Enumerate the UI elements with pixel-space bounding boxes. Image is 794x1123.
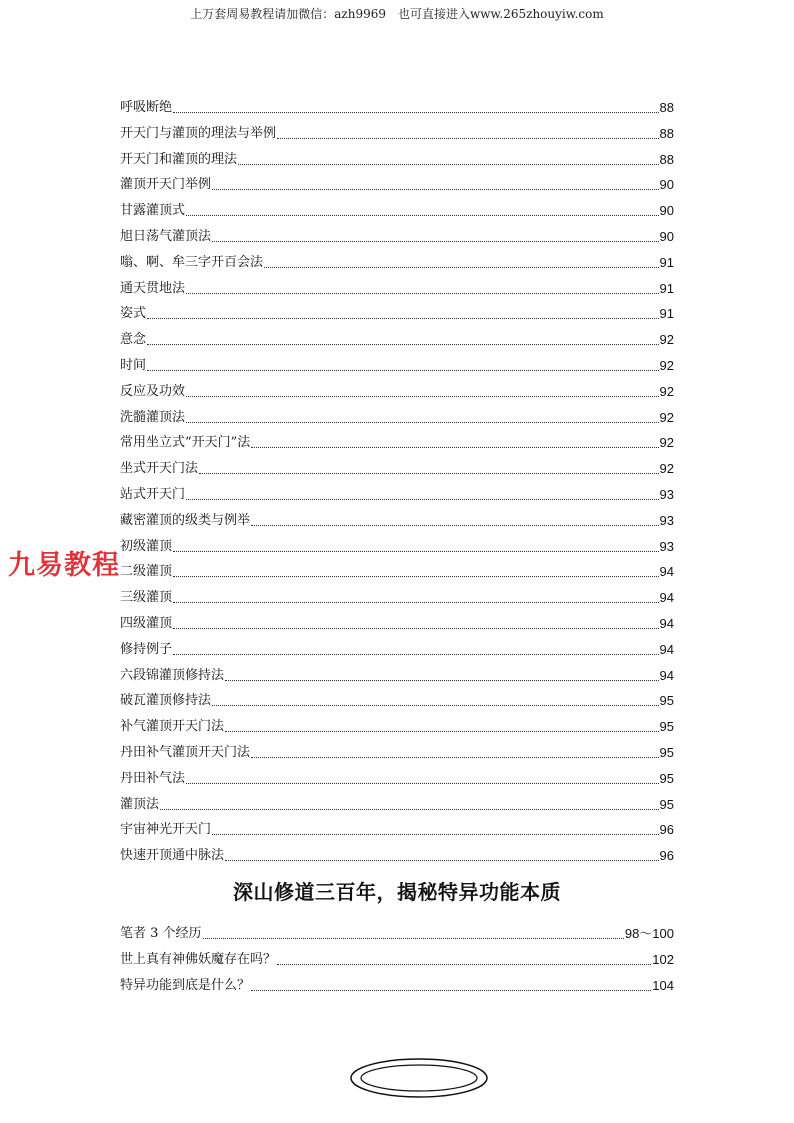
toc-entry xyxy=(120,560,674,580)
toc-leader-dots xyxy=(212,189,659,190)
toc-leader-dots xyxy=(225,860,659,861)
toc-leader-dots xyxy=(199,473,659,474)
toc-leader-dots xyxy=(251,990,651,991)
toc-entry xyxy=(120,612,674,632)
toc-leader-dots xyxy=(225,680,659,681)
toc-entry-title: 开天门与灌顶的理法与举例 xyxy=(120,125,277,141)
toc-leader-dots xyxy=(186,396,659,397)
toc-leader-dots xyxy=(212,241,659,242)
toc-leader-dots xyxy=(212,705,659,706)
toc-entry-title: 四级灌顶 xyxy=(120,616,173,631)
toc-entry xyxy=(120,483,674,503)
toc-entry xyxy=(120,431,674,451)
toc-entry-page: 91 xyxy=(659,306,674,322)
page-header: 上万套周易教程请加微信：azh9969 也可直接进入www.265zhouyiw.com xyxy=(190,7,604,21)
footer-ornament-icon xyxy=(349,1057,489,1099)
toc-entry xyxy=(120,148,674,168)
toc-entry-page: 90 xyxy=(659,203,674,219)
toc-leader-dots xyxy=(238,164,659,165)
toc-leader-dots xyxy=(173,654,659,655)
toc-leader-dots xyxy=(264,267,659,268)
watermark-text: 九易教程 xyxy=(8,543,120,582)
toc-entry xyxy=(120,199,674,219)
toc-leader-dots xyxy=(251,447,658,448)
toc-entry xyxy=(120,173,674,193)
toc-entry xyxy=(120,380,674,400)
toc-leader-dots xyxy=(173,576,659,577)
toc-entry xyxy=(120,535,674,555)
toc-entry-page: 94 xyxy=(659,590,674,606)
toc-entry-title: 六段锦灌顶修持法 xyxy=(120,667,225,683)
toc-entry xyxy=(120,818,674,838)
toc-leader-dots xyxy=(186,783,659,784)
toc-entry-title: 三级灌顶 xyxy=(120,590,173,606)
toc-entry-title: 丹田补气灌顶开天门法 xyxy=(120,745,251,760)
toc-entry-page: 92 xyxy=(659,461,674,477)
toc-entry-page: 94 xyxy=(659,667,674,683)
toc-leader-dots xyxy=(251,757,659,758)
toc-entry xyxy=(120,974,674,994)
toc-entry-title: 旭日荡气灌顶法 xyxy=(120,229,212,244)
toc-leader-dots xyxy=(147,318,659,319)
toc-entry xyxy=(120,922,674,942)
toc-entry-page: 95 xyxy=(659,770,674,786)
toc-entry-title: 洗髓灌顶法 xyxy=(120,409,186,425)
toc-leader-dots xyxy=(173,628,659,629)
toc-entry-page: 104 xyxy=(652,978,674,993)
toc-entry xyxy=(120,96,674,116)
toc-entry xyxy=(120,225,674,245)
toc-entry-page: 95 xyxy=(659,745,674,760)
toc-entry-title: 灌顶开天门举例 xyxy=(120,177,212,193)
toc-leader-dots xyxy=(160,809,659,810)
toc-leader-dots xyxy=(173,602,659,603)
toc-entry-page: 92 xyxy=(659,435,674,451)
toc-entry-title: 破瓦灌顶修持法 xyxy=(120,693,212,709)
toc-entry xyxy=(120,406,674,426)
toc-entry-title: 世上真有神佛妖魔存在吗？ xyxy=(120,952,277,967)
toc-leader-dots xyxy=(147,370,659,371)
toc-entry-title: 补气灌顶开天门法 xyxy=(120,719,225,735)
toc-entry xyxy=(120,457,674,477)
toc-entry-page: 92 xyxy=(659,332,674,348)
toc-entry-title: 站式开天门 xyxy=(120,487,186,502)
toc-entry-title: 快速开顶通中脉法 xyxy=(120,848,225,864)
toc-entry-title: 藏密灌顶的级类与例举 xyxy=(120,512,251,528)
toc-entry-title: 坐式开天门法 xyxy=(120,461,199,477)
toc-leader-dots xyxy=(186,499,659,500)
toc-leader-dots xyxy=(147,344,659,345)
toc-leader-dots xyxy=(186,215,659,216)
toc-leader-dots xyxy=(203,938,624,939)
toc-entry-page: 88 xyxy=(659,125,674,141)
toc-entry xyxy=(120,328,674,348)
toc-entry-page: 93 xyxy=(659,538,674,554)
toc-entry-page: 90 xyxy=(659,229,674,244)
toc-entry xyxy=(120,689,674,709)
toc-leader-dots xyxy=(251,525,659,526)
toc-leader-dots xyxy=(173,112,659,113)
toc-entry-page: 98～100 xyxy=(624,926,674,941)
toc-entry xyxy=(120,844,674,864)
toc-entry-page: 93 xyxy=(659,487,674,502)
toc-entry-title: 时间 xyxy=(120,358,147,373)
toc-entry-title: 开天门和灌顶的理法 xyxy=(120,151,238,167)
toc-entry-page: 94 xyxy=(659,616,674,631)
toc-leader-dots xyxy=(225,731,659,732)
toc-leader-dots xyxy=(186,293,659,294)
toc-entry-title: 特异功能到底是什么？ xyxy=(120,978,251,993)
toc-entry xyxy=(120,664,674,684)
toc-entry-page: 94 xyxy=(659,641,674,657)
toc-entry-page: 94 xyxy=(659,564,674,580)
toc-entry-page: 88 xyxy=(659,100,674,115)
toc-entry-page: 96 xyxy=(659,822,674,838)
toc-entry-page: 92 xyxy=(659,409,674,425)
toc-entry xyxy=(120,122,674,142)
toc-entry xyxy=(120,715,674,735)
toc-leader-dots xyxy=(173,551,659,552)
toc-leader-dots xyxy=(277,138,659,139)
toc-entry-page: 90 xyxy=(659,177,674,193)
toc-entry xyxy=(120,354,674,374)
toc-entry-title: 宇宙神光开天门 xyxy=(120,822,212,838)
toc-entry xyxy=(120,948,674,968)
toc-entry xyxy=(120,302,674,322)
toc-entry-title: 常用坐立式“开天门”法 xyxy=(120,435,251,451)
toc-entry-title: 笔者 3 个经历 xyxy=(120,926,202,941)
toc-entry-title: 二级灌顶 xyxy=(120,564,173,580)
toc-entry-page: 102 xyxy=(652,952,674,967)
toc-entry xyxy=(120,277,674,297)
toc-entry-title: 反应及功效 xyxy=(120,383,186,399)
toc-entry-title: 修持例子 xyxy=(120,641,173,657)
toc-entry xyxy=(120,793,674,813)
toc-leader-dots xyxy=(212,834,659,835)
toc-entry xyxy=(120,586,674,606)
toc-entry-page: 95 xyxy=(659,693,674,709)
toc-entry-page: 88 xyxy=(659,151,674,167)
toc-entry-page: 95 xyxy=(659,719,674,735)
toc-entry-title: 意念 xyxy=(120,332,147,348)
toc-entry-page: 91 xyxy=(659,254,674,270)
toc-entry-title: 丹田补气法 xyxy=(120,770,186,786)
toc-entry xyxy=(120,509,674,529)
toc-entry-page: 92 xyxy=(659,358,674,373)
toc-entry xyxy=(120,767,674,787)
section-title: 深山修道三百年，揭秘特异功能本质 xyxy=(233,880,561,904)
toc-entry xyxy=(120,638,674,658)
toc-entry-title: 甘露灌顶式 xyxy=(120,203,186,219)
toc-entry-title: 呼吸断绝 xyxy=(120,100,173,115)
toc-entry-title: 嗡、啊、牟三字开百会法 xyxy=(120,254,264,270)
toc-entry-title: 初级灌顶 xyxy=(120,538,173,554)
toc-leader-dots xyxy=(186,422,659,423)
toc-entry-title: 姿式 xyxy=(120,306,147,322)
toc-entry-title: 通天贯地法 xyxy=(120,280,186,296)
toc-entry-page: 91 xyxy=(659,280,674,296)
toc-leader-dots xyxy=(277,964,651,965)
toc-entry xyxy=(120,741,674,761)
toc-entry-page: 96 xyxy=(659,848,674,864)
toc-entry-page: 93 xyxy=(659,512,674,528)
toc-entry xyxy=(120,251,674,271)
toc-entry-title: 灌顶法 xyxy=(120,796,160,812)
toc-entry-page: 92 xyxy=(659,383,674,399)
toc-entry-page: 95 xyxy=(659,796,674,812)
